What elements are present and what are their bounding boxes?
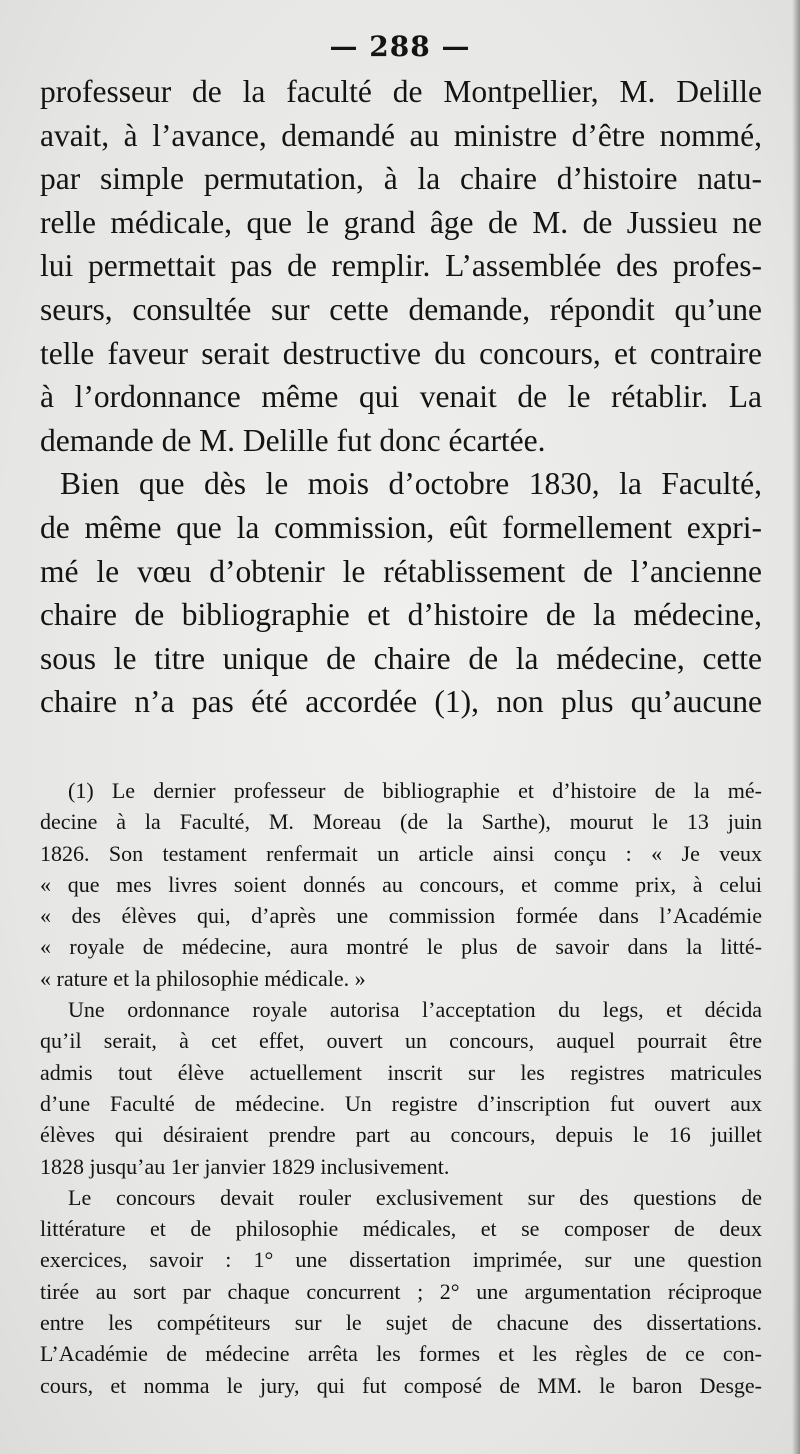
footnote-line: « que mes livres soient donnés au concours, et comme prix, à celui xyxy=(40,871,762,897)
footnote-line: d’une Faculté de médecine. Un registre d’inscription fut ouvert aux xyxy=(40,1090,762,1116)
main-text-line: demande de M. Delille fut donc écartée. xyxy=(40,422,546,458)
footnote-line: decine à la Faculté, M. Moreau (de la Sarthe), mourut le 13 juin xyxy=(40,809,762,835)
main-text-line: à l’ordonnance même qui venait de le rétablir. La xyxy=(40,379,762,415)
main-text-line: professeur de la faculté de Montpellier, M. Delille xyxy=(40,74,762,109)
footnote-line: tirée au sort par chaque concurrent ; 2° une argumentation réciproque xyxy=(40,1278,762,1304)
main-text-line: chaire de bibliographie et d’histoire de la médecine, xyxy=(40,597,762,633)
footnote-line: (1) Le dernier professeur de bibliographie et d’histoire de la mé- xyxy=(68,778,762,803)
footnote-line: littérature et de philosophie médicales, et se composer de deux xyxy=(40,1216,762,1242)
footnote-line: entre les compétiteurs sur le sujet de chacune des dissertations. xyxy=(40,1310,762,1336)
page-number: — 288 — xyxy=(329,30,471,63)
footnote-line: « royale de médecine, aura montré le plus de savoir dans la litté- xyxy=(40,934,762,960)
footnote-line: élèves qui désiraient prendre part au concours, depuis le 16 juillet xyxy=(40,1122,762,1148)
footnote-line: 1826. Son testament renfermait un article ainsi conçu : « Je veux xyxy=(40,840,762,866)
footnote-block xyxy=(40,775,762,1401)
main-text-line: Bien que dès le mois d’octobre 1830, la Faculté, xyxy=(60,466,762,502)
footnote-line: L’Académie de médecine arrêta les formes et les règles de ce con- xyxy=(40,1341,762,1367)
main-text-line: chaire n’a pas été accordée (1), non plus qu’aucune xyxy=(40,684,762,720)
main-text-block xyxy=(40,70,762,724)
page-edge-shadow xyxy=(792,0,800,1454)
main-text-line: telle faveur serait destructive du concours, et contraire xyxy=(40,335,762,371)
main-text-line: sous le titre unique de chaire de la médecine, cette xyxy=(40,640,762,676)
footnote-line: Le concours devait rouler exclusivement sur des questions de xyxy=(68,1184,762,1210)
footnote-line: 1828 jusqu’au 1er janvier 1829 inclusivement. xyxy=(40,1153,450,1179)
footnote-line: cours, et nomma le jury, qui fut composé de MM. le baron Desge- xyxy=(40,1372,762,1398)
main-text-line: de même que la commission, eût formellement expri- xyxy=(40,509,762,545)
main-text-line: avait, à l’avance, demandé au ministre d’être nommé, xyxy=(40,117,762,153)
main-text-line: lui permettait pas de remplir. L’assemblée des profes- xyxy=(40,248,762,284)
footnote-line: « des élèves qui, d’après une commission formée dans l’Académie xyxy=(40,903,762,929)
footnote-line: Une ordonnance royale autorisa l’acceptation du legs, et décida xyxy=(68,997,762,1023)
footnote-line: qu’il serait, à cet effet, ouvert un concours, auquel pourrait être xyxy=(40,1028,762,1054)
main-text-line: relle médicale, que le grand âge de M. de Jussieu ne xyxy=(40,204,762,240)
main-text-line: par simple permutation, à la chaire d’histoire natu- xyxy=(40,161,762,197)
main-text-line: seurs, consultée sur cette demande, répondit qu’une xyxy=(40,291,762,327)
main-text-line: mé le vœu d’obtenir le rétablissement de l’ancienne xyxy=(40,553,762,589)
footnote-line: exercices, savoir : 1° une dissertation imprimée, sur une question xyxy=(40,1247,762,1273)
footnote-line: « rature et la philosophie médicale. » xyxy=(40,965,366,991)
footnote-line: admis tout élève actuellement inscrit sur les registres matricules xyxy=(40,1059,762,1085)
